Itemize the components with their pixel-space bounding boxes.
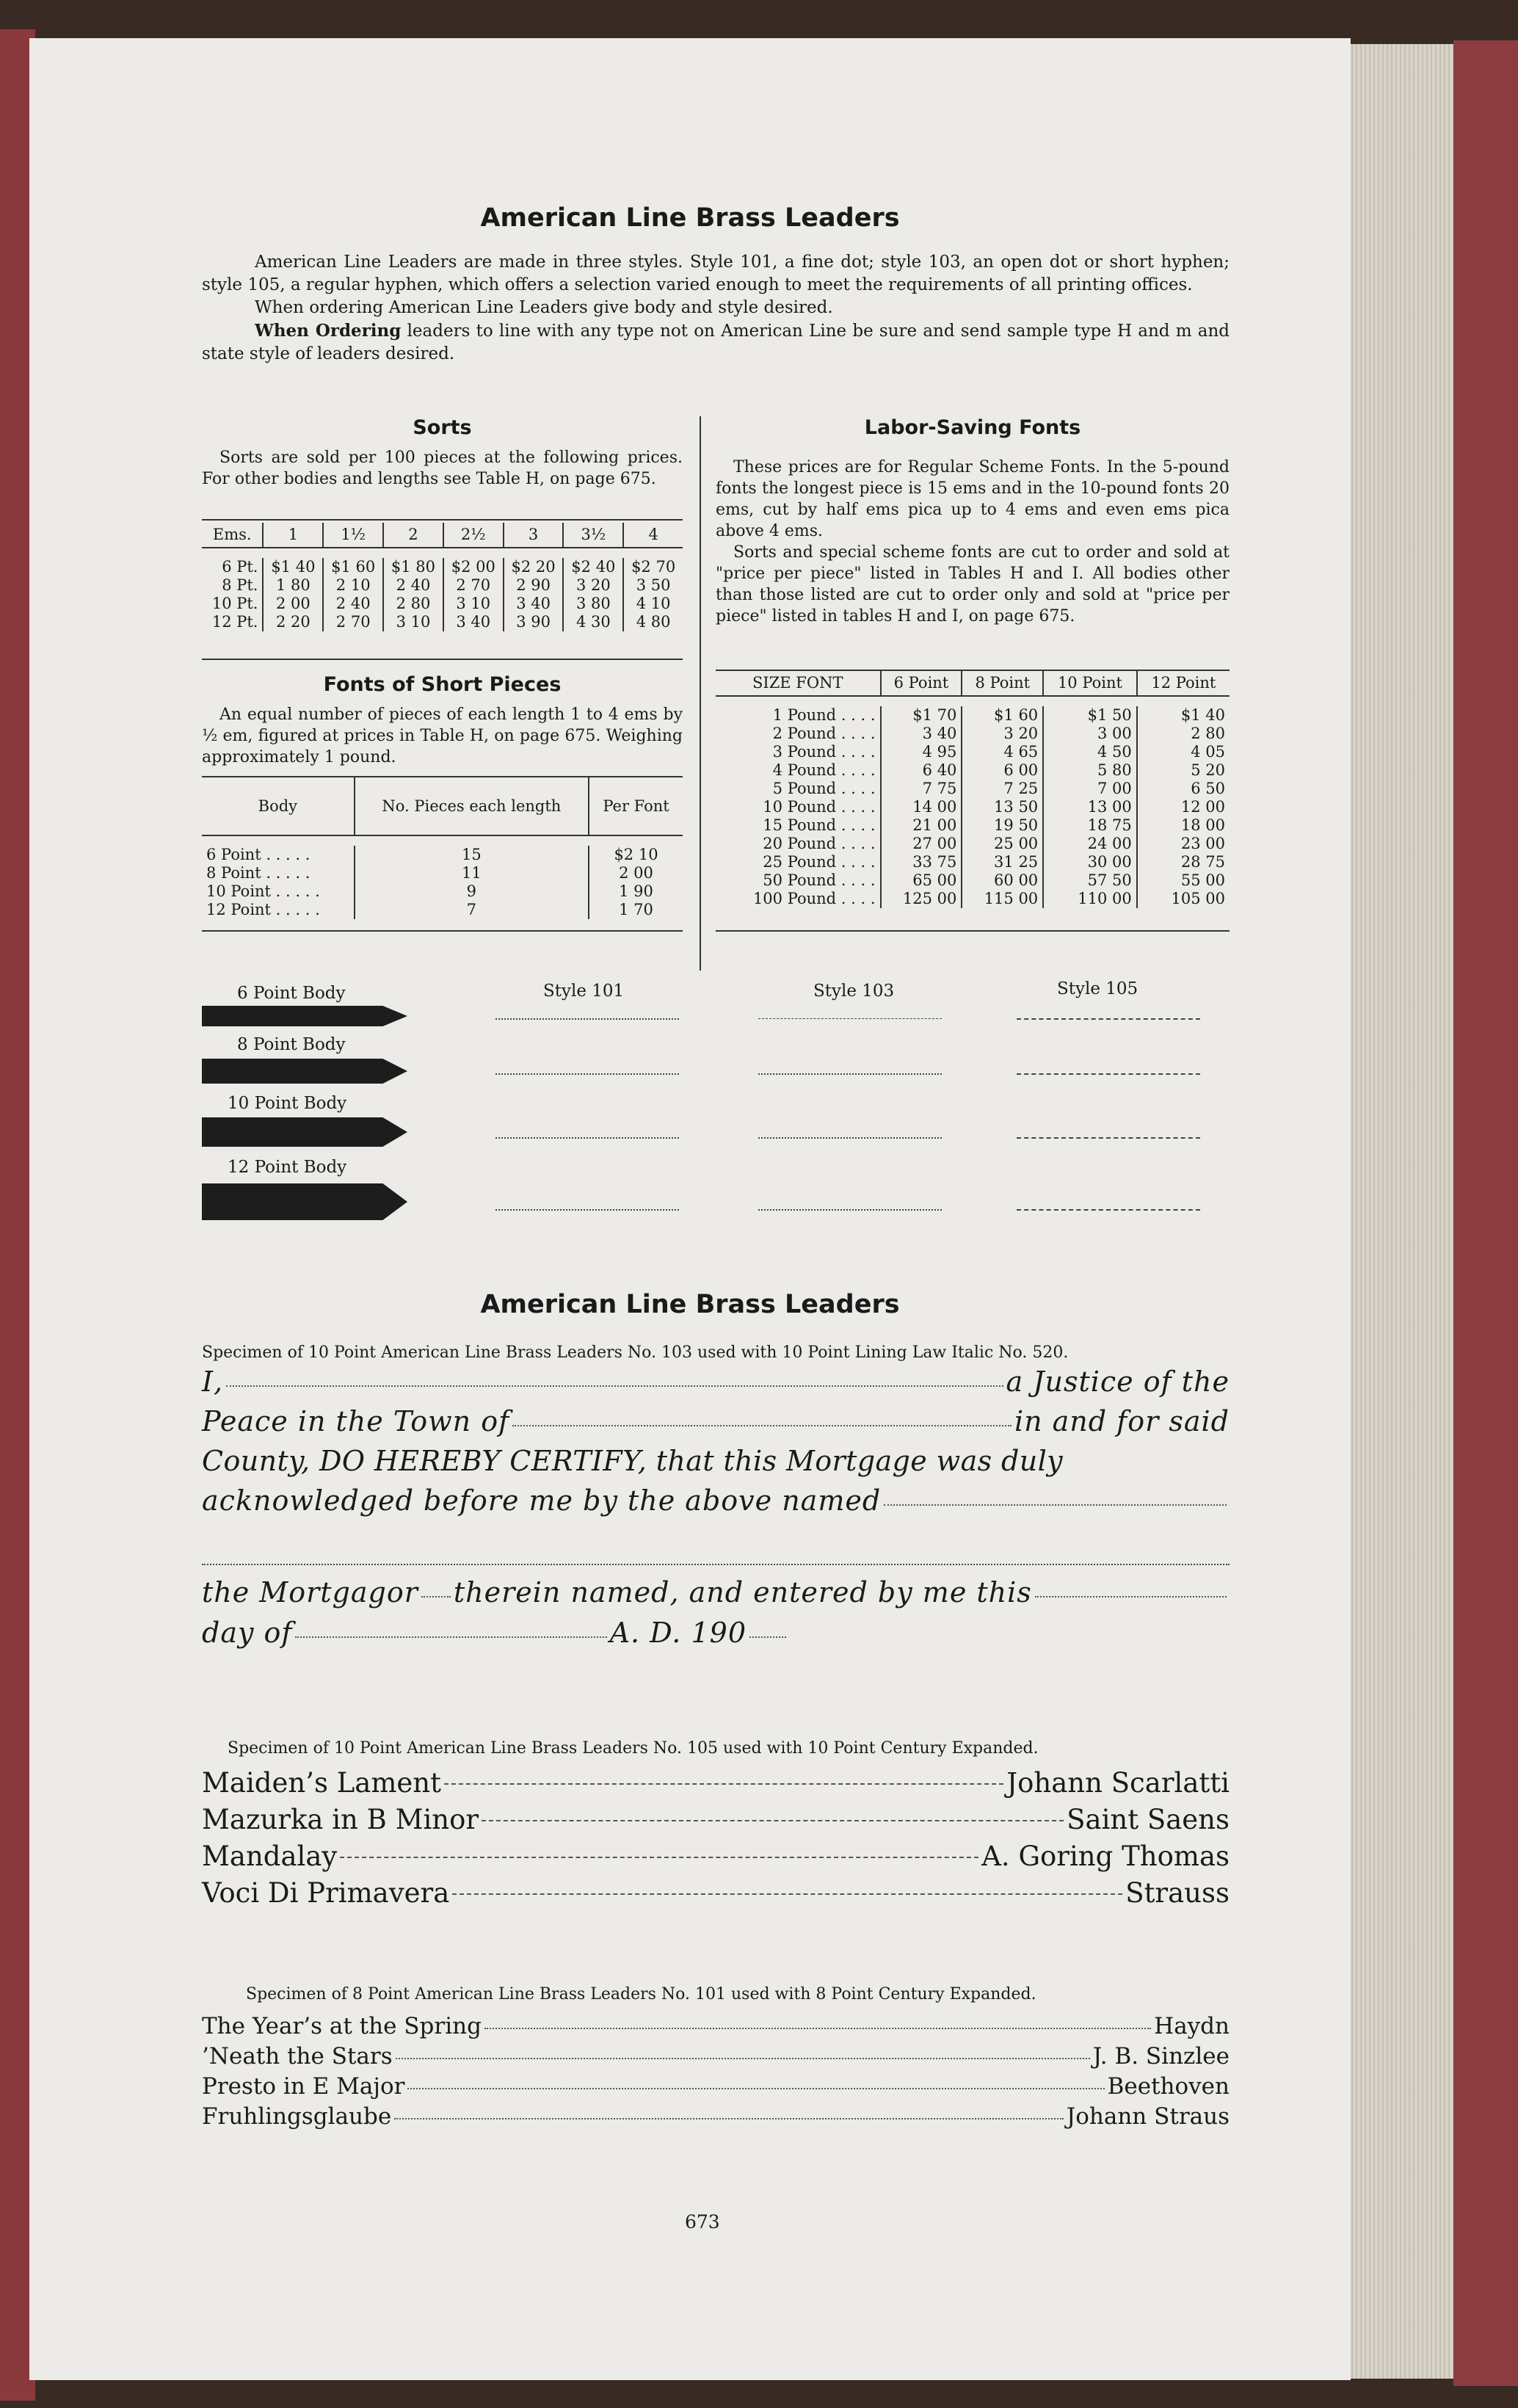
table-cell: 8 Point . . . . . bbox=[206, 864, 310, 882]
intro-paragraph: American Line Leaders are made in three styles. Style 101, a fine dot; style 103, an open dot or short hyphen; style 105, a regular hyphen, which offers a selection varied enough to meet the requirements of all printing offices. bbox=[202, 253, 1230, 294]
table-cell: 57 50 bbox=[1043, 871, 1137, 890]
sorts-heading: Sorts bbox=[413, 416, 472, 439]
table-cell: 5 80 bbox=[1043, 761, 1137, 780]
sorts-text: Sorts are sold per 100 pieces at the following prices. For other bodies and lengths see Table H, on page 675. bbox=[202, 449, 683, 488]
table-cell: 7 bbox=[355, 901, 589, 919]
table-row bbox=[716, 835, 1230, 853]
table-cell: 13 00 bbox=[1043, 798, 1137, 816]
specimen-row bbox=[202, 2103, 1230, 2130]
body-label-12pt: 12 Point Body bbox=[228, 1158, 347, 1177]
leader-103-10pt bbox=[758, 1137, 942, 1139]
labor-saving-paragraph: Sorts and special scheme fonts are cut to order and sold at "price per piece" listed in Tables H and I. All bodies other than those listed are cut to order only and sold at "price per piece" listed in tables H and I, on page 675. bbox=[716, 543, 1230, 625]
table-cell: 23 00 bbox=[1137, 835, 1230, 853]
specimen-composer: Haydn bbox=[1154, 2013, 1230, 2039]
table-cell: 2 70 bbox=[443, 576, 504, 595]
table-cell: 25 Pound . . . . bbox=[763, 853, 876, 871]
leader bbox=[396, 2058, 1090, 2059]
table-cell: 24 00 bbox=[1043, 835, 1137, 853]
italic-line-3: County, DO HEREBY CERTIFY, that this Mortgage was duly bbox=[202, 1445, 1064, 1477]
table-cell: 31 25 bbox=[962, 853, 1043, 871]
leader-bar-12pt bbox=[202, 1183, 407, 1220]
column-header: 2½ bbox=[443, 523, 504, 548]
specimen-row bbox=[202, 1767, 1230, 1799]
table-cell: 11 bbox=[355, 864, 589, 882]
table-cell: 6 Pt. bbox=[222, 558, 258, 576]
short-pieces-heading: Fonts of Short Pieces bbox=[323, 673, 562, 696]
page-number: 673 bbox=[685, 2211, 720, 2233]
short-pieces-text: An equal number of pieces of each length 1 to 4 ems by ½ em, figured at prices in Table H, on page 675. Weighing approximately 1 pound. bbox=[202, 706, 683, 766]
table-row bbox=[202, 558, 683, 576]
style-103-label: Style 103 bbox=[813, 982, 895, 1001]
column-divider bbox=[700, 416, 701, 971]
leader-101-10pt bbox=[495, 1137, 679, 1139]
style-101-label: Style 101 bbox=[543, 982, 625, 1001]
when-ordering-rest: leaders to line with any type not on American Line be sure and send sample type H and m and state style of leaders desired. bbox=[202, 322, 1230, 363]
labor-saving-table bbox=[716, 671, 1230, 908]
leader-bar-6pt bbox=[202, 1006, 407, 1026]
table-cell: 27 00 bbox=[881, 835, 962, 853]
table-row bbox=[716, 780, 1230, 798]
labor-saving-text bbox=[716, 457, 1230, 627]
table-cell: 2 20 bbox=[263, 613, 323, 631]
leader bbox=[444, 1783, 1003, 1785]
table-row bbox=[202, 846, 683, 864]
table-cell: 100 Pound . . . . bbox=[752, 890, 876, 907]
table-cell: 110 00 bbox=[1043, 890, 1137, 908]
table-cell: 50 Pound . . . . bbox=[763, 871, 876, 889]
leader-105-6pt bbox=[1017, 1018, 1200, 1020]
leader-105-12pt bbox=[1017, 1209, 1200, 1211]
specimen-title: Fruhlingsglaube bbox=[202, 2103, 392, 2130]
table-cell: 2 00 bbox=[589, 864, 683, 882]
table-cell: 21 00 bbox=[881, 816, 962, 835]
table-cell: 5 20 bbox=[1137, 761, 1230, 780]
table-row bbox=[716, 798, 1230, 816]
table-cell: 3 90 bbox=[504, 613, 564, 631]
specimen-composer: Beethoven bbox=[1107, 2073, 1230, 2100]
specimen-title: Mazurka in B Minor bbox=[202, 1804, 479, 1835]
table-cell: 15 bbox=[355, 846, 589, 864]
table-cell: $2 70 bbox=[623, 558, 683, 576]
specimen-row bbox=[202, 1877, 1230, 1909]
table-cell: 7 00 bbox=[1043, 780, 1137, 798]
italic-line-4: acknowledged before me by the above named bbox=[202, 1484, 1230, 1517]
table-cell: 13 50 bbox=[962, 798, 1043, 816]
short-pieces-table bbox=[202, 777, 683, 919]
section-title: American Line Brass Leaders bbox=[480, 1290, 900, 1319]
leader-101-6pt bbox=[495, 1018, 679, 1020]
table-row bbox=[716, 853, 1230, 871]
table-cell: 3 Pound . . . . bbox=[772, 743, 876, 761]
table-cell: 1 80 bbox=[263, 576, 323, 595]
table-cell: 33 75 bbox=[881, 853, 962, 871]
table-cell: 12 Point . . . . . bbox=[206, 901, 320, 918]
specimen-composer: Saint Saens bbox=[1067, 1804, 1230, 1835]
table-cell: 6 50 bbox=[1137, 780, 1230, 798]
table-cell: 2 70 bbox=[323, 613, 383, 631]
specimen-row bbox=[202, 2013, 1230, 2039]
table-cell: 2 40 bbox=[323, 595, 383, 613]
labor-saving-heading: Labor-Saving Fonts bbox=[864, 416, 1081, 439]
table-cell: 65 00 bbox=[881, 871, 962, 890]
specimen-title: Mandalay bbox=[202, 1841, 338, 1872]
table-cell: 18 00 bbox=[1137, 816, 1230, 835]
table-cell: 14 00 bbox=[881, 798, 962, 816]
table-row bbox=[716, 743, 1230, 761]
when-ordering-bold: When Ordering bbox=[255, 321, 402, 341]
column-header: Per Font bbox=[589, 777, 683, 835]
table-cell: 1 Pound . . . . bbox=[772, 706, 876, 724]
table-cell: 5 Pound . . . . bbox=[772, 780, 876, 797]
table-cell: $1 60 bbox=[323, 558, 383, 576]
table-row bbox=[716, 816, 1230, 835]
table-cell: 6 00 bbox=[962, 761, 1043, 780]
specimen-composer: Strauss bbox=[1125, 1877, 1230, 1909]
table-cell: $2 00 bbox=[443, 558, 504, 576]
table-cell: 55 00 bbox=[1137, 871, 1230, 890]
table-cell: 4 05 bbox=[1137, 743, 1230, 761]
table-cell: 3 10 bbox=[443, 595, 504, 613]
table-cell: $2 10 bbox=[589, 846, 683, 864]
table-row bbox=[716, 890, 1230, 908]
short-pieces-table-bottom-rule bbox=[202, 930, 683, 932]
table-cell: 4 80 bbox=[623, 613, 683, 631]
column-header: 8 Point bbox=[962, 671, 1043, 696]
italic-line-6: the Mortgagor therein named, and entered by me this bbox=[202, 1576, 1230, 1609]
table-cell: 10 Point . . . . . bbox=[206, 882, 320, 900]
table-cell: 10 Pt. bbox=[211, 595, 258, 612]
table-cell: 1 90 bbox=[589, 882, 683, 901]
table-cell: 3 20 bbox=[962, 725, 1043, 743]
catalog-page bbox=[29, 38, 1351, 2380]
table-cell: 105 00 bbox=[1137, 890, 1230, 908]
table-row bbox=[716, 761, 1230, 780]
table-cell: 2 90 bbox=[504, 576, 564, 595]
leader-105-8pt bbox=[1017, 1073, 1200, 1075]
column-header: 6 Point bbox=[881, 671, 962, 696]
leader-105-10pt bbox=[1017, 1137, 1200, 1139]
page-title: American Line Brass Leaders bbox=[480, 203, 900, 233]
table-cell: 25 00 bbox=[962, 835, 1043, 853]
when-ordering-paragraph bbox=[202, 319, 1230, 366]
table-cell: 18 75 bbox=[1043, 816, 1137, 835]
table-cell: $1 60 bbox=[962, 706, 1043, 725]
table-cell: $1 40 bbox=[263, 558, 323, 576]
leader bbox=[394, 2118, 1064, 2119]
body-label-10pt: 10 Point Body bbox=[228, 1094, 347, 1113]
table-row bbox=[716, 871, 1230, 890]
style-105-label: Style 105 bbox=[1057, 979, 1138, 998]
table-cell: 125 00 bbox=[881, 890, 962, 908]
specimen-composer: Johann Scarlatti bbox=[1006, 1767, 1230, 1799]
specimen-title: ’Neath the Stars bbox=[202, 2043, 393, 2070]
table-cell: 3 40 bbox=[443, 613, 504, 631]
table-cell: 28 75 bbox=[1137, 853, 1230, 871]
leader bbox=[407, 2088, 1104, 2089]
table-cell: 2 80 bbox=[1137, 725, 1230, 743]
table-header-row bbox=[202, 523, 683, 548]
table-cell: 3 40 bbox=[504, 595, 564, 613]
intro-text bbox=[202, 251, 1230, 366]
leader bbox=[226, 1385, 1003, 1387]
table-cell: $2 20 bbox=[504, 558, 564, 576]
table-cell: 12 Pt. bbox=[211, 613, 258, 631]
table-cell: 2 00 bbox=[263, 595, 323, 613]
table-cell: 9 bbox=[355, 882, 589, 901]
table-row bbox=[716, 725, 1230, 743]
table-cell: 3 00 bbox=[1043, 725, 1137, 743]
italic-line-7: day of A. D. 190 bbox=[202, 1617, 789, 1649]
table-cell: 4 65 bbox=[962, 743, 1043, 761]
table-cell: 6 Point . . . . . bbox=[206, 846, 310, 863]
column-header: 12 Point bbox=[1137, 671, 1230, 696]
specimen-title: Voci Di Primavera bbox=[202, 1877, 450, 1909]
table-cell: 2 40 bbox=[383, 576, 443, 595]
leader bbox=[340, 1857, 978, 1858]
table-cell: 4 95 bbox=[881, 743, 962, 761]
leader bbox=[884, 1504, 1227, 1506]
leader bbox=[421, 1596, 451, 1598]
labor-table-bottom-rule bbox=[716, 930, 1230, 932]
table-cell: 7 25 bbox=[962, 780, 1043, 798]
table-cell: 3 10 bbox=[383, 613, 443, 631]
leader bbox=[1035, 1596, 1227, 1598]
specimen-row bbox=[202, 2043, 1230, 2070]
book-cover-right bbox=[1453, 40, 1518, 2386]
table-cell: 60 00 bbox=[962, 871, 1043, 890]
specimen-row bbox=[202, 2073, 1230, 2100]
table-row bbox=[202, 864, 683, 882]
table-cell: 6 40 bbox=[881, 761, 962, 780]
table-header-row bbox=[716, 671, 1230, 696]
column-header: 1 bbox=[263, 523, 323, 548]
specimen-composer: J. B. Sinzlee bbox=[1092, 2043, 1230, 2070]
table-cell: 4 30 bbox=[563, 613, 623, 631]
column-header: Ems. bbox=[202, 523, 263, 548]
body-label-6pt: 6 Point Body bbox=[237, 984, 346, 1003]
table-row bbox=[202, 901, 683, 919]
table-cell: 4 Pound . . . . bbox=[772, 761, 876, 779]
table-cell: 12 00 bbox=[1137, 798, 1230, 816]
leader-101-8pt bbox=[495, 1073, 679, 1075]
table-cell: 4 10 bbox=[623, 595, 683, 613]
leader-bar-8pt bbox=[202, 1059, 407, 1084]
table-cell: 2 10 bbox=[323, 576, 383, 595]
table-cell: $1 50 bbox=[1043, 706, 1137, 725]
table-row bbox=[716, 706, 1230, 725]
table-cell: $1 40 bbox=[1137, 706, 1230, 725]
body-label-8pt: 8 Point Body bbox=[237, 1035, 346, 1054]
sorts-table-top-rule bbox=[202, 519, 683, 521]
leader-103-8pt bbox=[758, 1073, 942, 1075]
column-header: 4 bbox=[623, 523, 683, 548]
table-cell: 115 00 bbox=[962, 890, 1043, 908]
table-cell: 30 00 bbox=[1043, 853, 1137, 871]
table-cell: 15 Pound . . . . bbox=[763, 816, 876, 834]
table-row bbox=[202, 595, 683, 613]
specimen-row bbox=[202, 1804, 1230, 1835]
specimen-101-caption: Specimen of 8 Point American Line Brass Leaders No. 101 used with 8 Point Century Expanded. bbox=[246, 1985, 1036, 2003]
column-header: 1½ bbox=[323, 523, 383, 548]
column-header: 2 bbox=[383, 523, 443, 548]
sorts-table-bottom-rule bbox=[202, 659, 683, 660]
leader-103-12pt bbox=[758, 1209, 942, 1211]
leader-101-12pt bbox=[495, 1209, 679, 1211]
leader bbox=[482, 1820, 1064, 1821]
table-cell: 8 Pt. bbox=[222, 576, 258, 594]
specimen-italic-caption: Specimen of 10 Point American Line Brass Leaders No. 103 used with 10 Point Lining Law Italic No. 520. bbox=[202, 1343, 1069, 1362]
italic-line-2: Peace in the Town of in and for said bbox=[202, 1405, 1230, 1437]
specimen-105-caption: Specimen of 10 Point American Line Brass Leaders No. 105 used with 10 Point Century Expanded. bbox=[228, 1739, 1039, 1758]
column-header: 10 Point bbox=[1043, 671, 1137, 696]
table-cell: 2 Pound . . . . bbox=[772, 725, 876, 742]
table-cell: 19 50 bbox=[962, 816, 1043, 835]
table-cell: 20 Pound . . . . bbox=[763, 835, 876, 852]
italic-blank-line bbox=[202, 1564, 1230, 1565]
leader-103-6pt bbox=[758, 1018, 942, 1019]
table-cell: $2 40 bbox=[563, 558, 623, 576]
table-cell: 3 40 bbox=[881, 725, 962, 743]
table-row bbox=[202, 613, 683, 631]
table-cell: 2 80 bbox=[383, 595, 443, 613]
italic-line-1: I, a Justice of the bbox=[202, 1366, 1230, 1398]
leader bbox=[512, 1425, 1012, 1426]
table-cell: $1 80 bbox=[383, 558, 443, 576]
leader bbox=[295, 1636, 606, 1638]
labor-saving-paragraph: These prices are for Regular Scheme Fonts. In the 5-pound fonts the longest piece is 15 ems and in the 10-pound fonts 20 ems, cut by half ems pica up to 4 ems and even ems pica above 4 ems. bbox=[716, 458, 1230, 540]
leader-bar-10pt bbox=[202, 1117, 407, 1147]
column-header: No. Pieces each length bbox=[355, 777, 589, 835]
table-cell: $1 70 bbox=[881, 706, 962, 725]
column-header: Body bbox=[202, 777, 355, 835]
specimen-composer: Johann Straus bbox=[1066, 2103, 1230, 2130]
table-cell: 1 70 bbox=[589, 901, 683, 919]
column-header: 3½ bbox=[563, 523, 623, 548]
column-header: SIZE FONT bbox=[716, 671, 881, 696]
table-cell: 7 75 bbox=[881, 780, 962, 798]
table-cell: 3 50 bbox=[623, 576, 683, 595]
table-row bbox=[202, 576, 683, 595]
table-cell: 4 50 bbox=[1043, 743, 1137, 761]
table-header-row bbox=[202, 777, 683, 835]
specimen-row bbox=[202, 1841, 1230, 1872]
leader bbox=[484, 2028, 1151, 2029]
specimen-title: Maiden’s Lament bbox=[202, 1767, 442, 1799]
specimen-title: The Year’s at the Spring bbox=[202, 2013, 482, 2039]
column-header: 3 bbox=[504, 523, 564, 548]
table-cell: 3 20 bbox=[563, 576, 623, 595]
table-cell: 10 Pound . . . . bbox=[763, 798, 876, 816]
leader bbox=[749, 1636, 786, 1638]
table-cell: 3 80 bbox=[563, 595, 623, 613]
intro-paragraph: When ordering American Line Leaders give body and style desired. bbox=[255, 298, 833, 317]
specimen-composer: A. Goring Thomas bbox=[981, 1841, 1230, 1872]
specimen-title: Presto in E Major bbox=[202, 2073, 405, 2100]
table-row bbox=[202, 882, 683, 901]
sorts-table bbox=[202, 523, 683, 631]
leader bbox=[452, 1893, 1122, 1895]
